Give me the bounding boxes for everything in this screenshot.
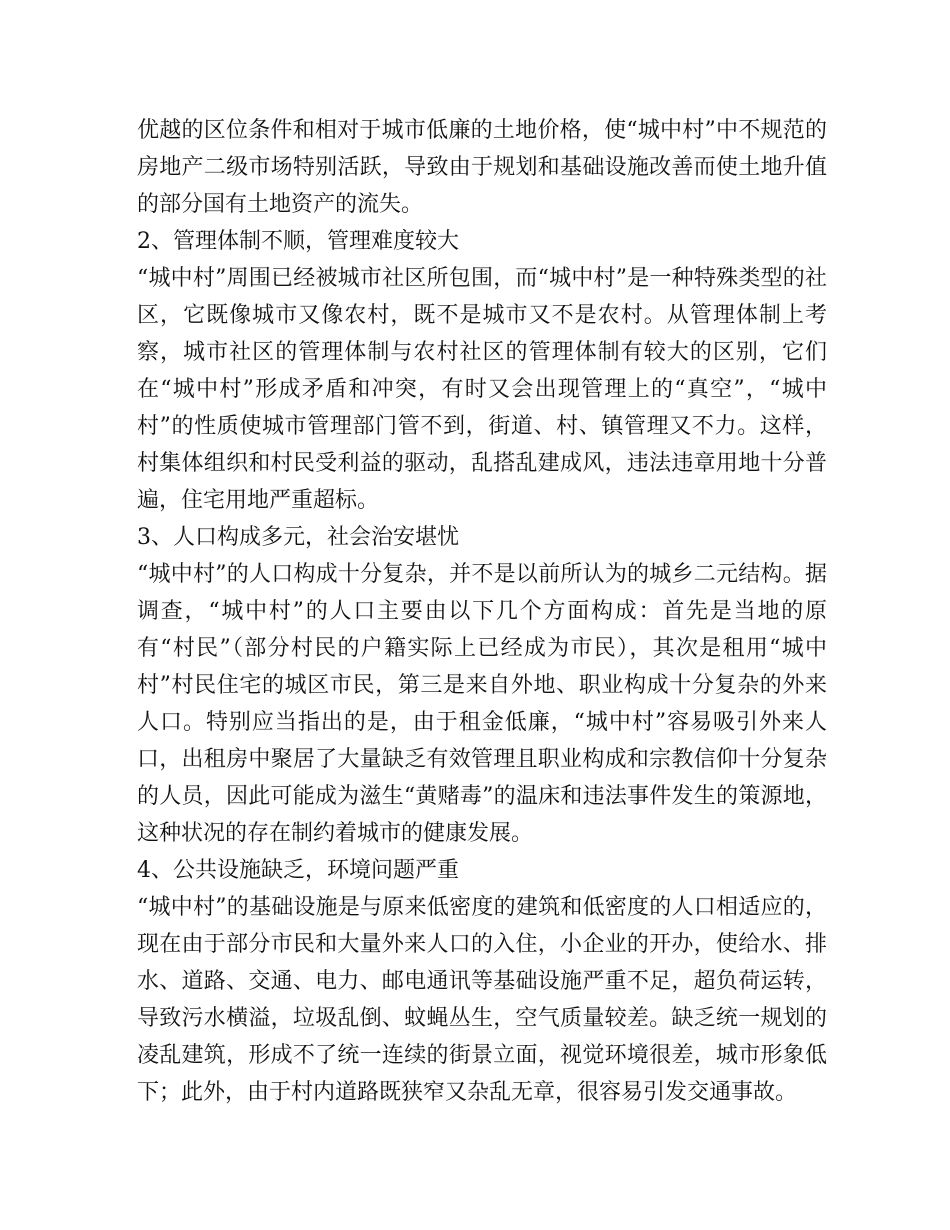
- section-heading-management: 2、管理体制不顺，管理难度较大: [137, 229, 459, 254]
- section-heading-population: 3、人口构成多元，社会治安堪忧: [137, 525, 459, 550]
- paragraph-infrastructure: “城中村”的基础设施是与原来低密度的建筑和低密度的人口相适应的，现在由于部分市民和大量外来人口的入住，小企业的开办，使给水、排水、道路、交通、电力、邮电通讯等基础设施严重不足，超负荷运转，导致污水横溢，垃圾乱倒、蚊蝇丛生，空气质量较差。缺乏统一规划的凌乱建筑，形成不了统一连续的街景立面，视觉环境很差，城市形象低下；此外，由于村内道路既狭窄又杂乱无章，很容易引发交通事故。: [137, 895, 827, 1105]
- document-body: [137, 112, 827, 1111]
- paragraph-population: “城中村”的人口构成十分复杂，并不是以前所认为的城乡二元结构。据调查，“城中村”的人口主要由以下几个方面构成：首先是当地的原有“村民”（部分村民的户籍实际上已经成为市民），其次是租用“城中村”村民住宅的城区市民，第三是来自外地、职业构成十分复杂的外来人口。特别应当指出的是，由于租金低廉，“城中村”容易吸引外来人口，出租房中聚居了大量缺乏有效管理且职业构成和宗教信仰十分复杂的人员，因此可能成为滋生“黄赌毒”的温床和违法事件发生的策源地，这种状况的存在制约着城市的健康发展。: [137, 562, 827, 846]
- section-heading-infrastructure: 4、公共设施缺乏，环境问题严重: [137, 858, 459, 883]
- paragraph-management: “城中村”周围已经被城市社区所包围，而“城中村”是一种特殊类型的社区，它既像城市又像农村，既不是城市又不是农村。从管理体制上考察，城市社区的管理体制与农村社区的管理体制有较大的区别，它们在“城中村”形成矛盾和冲突，有时又会出现管理上的“真空”，“城中村”的性质使城市管理部门管不到，街道、村、镇管理又不力。这样，村集体组织和村民受利益的驱动，乱搭乱建成风，违法违章用地十分普遍，住宅用地严重超标。: [137, 266, 827, 513]
- paragraph-land-value-loss: 优越的区位条件和相对于城市低廉的土地价格，使“城中村”中不规范的房地产二级市场特别活跃，导致由于规划和基础设施改善而使土地升值的部分国有土地资产的流失。: [137, 118, 827, 217]
